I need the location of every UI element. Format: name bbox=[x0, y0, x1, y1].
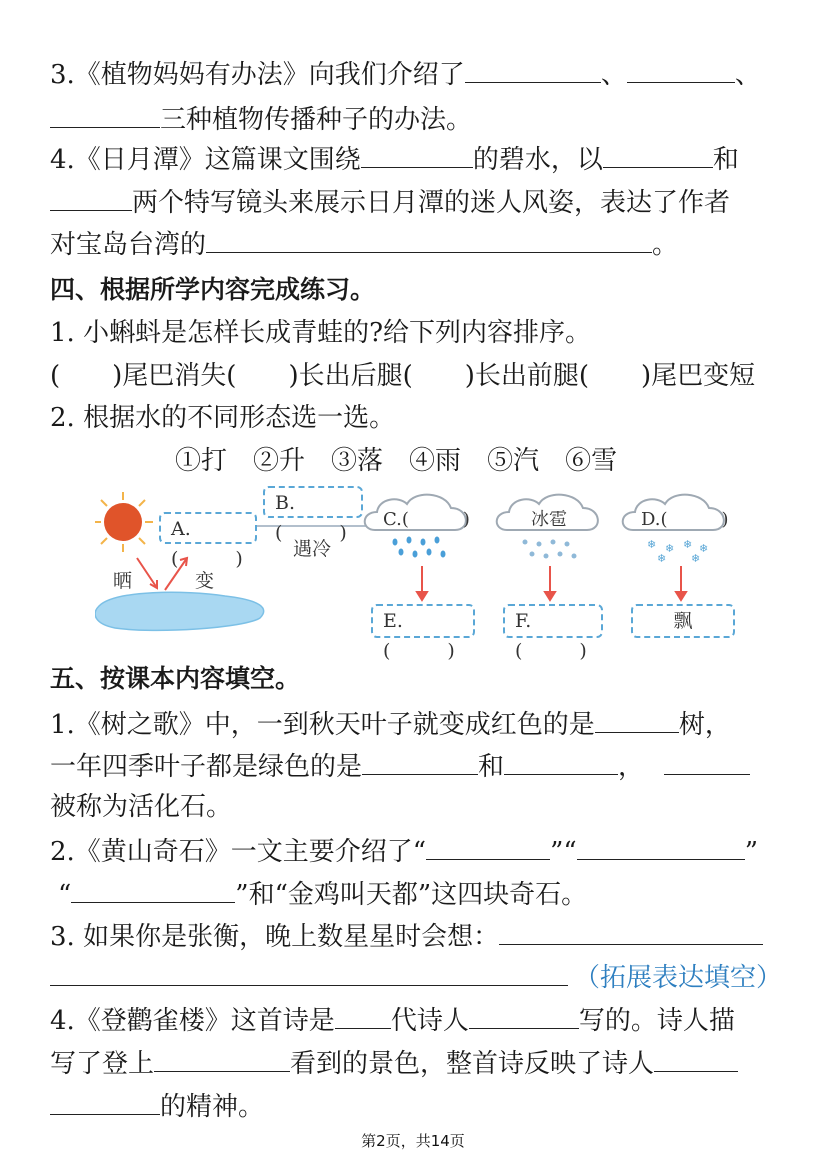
blank[interactable] bbox=[335, 1002, 391, 1029]
s4-q2-text: 2. 根据水的不同形态选一选。 bbox=[50, 403, 396, 433]
svg-text:❄: ❄ bbox=[691, 552, 701, 565]
svg-text:❄: ❄ bbox=[665, 542, 675, 555]
section5-title: 五、按课本内容填空。 bbox=[50, 664, 301, 693]
blank[interactable] bbox=[603, 141, 713, 168]
sun-label-left: 晒 bbox=[113, 570, 133, 592]
s5-q3-line2 bbox=[50, 959, 783, 995]
svg-text:❄: ❄ bbox=[657, 552, 667, 565]
expand-note: （拓展表达填空） bbox=[574, 963, 783, 993]
blank[interactable] bbox=[654, 1045, 738, 1072]
sun-icon bbox=[95, 492, 153, 552]
water-cycle-diagram bbox=[95, 478, 745, 662]
blank[interactable] bbox=[504, 748, 618, 775]
blank[interactable] bbox=[577, 833, 745, 860]
blank[interactable] bbox=[499, 918, 763, 945]
section4-title: 四、根据所学内容完成练习。 bbox=[50, 275, 376, 304]
blank[interactable] bbox=[71, 876, 235, 903]
box-e[interactable]: E.( ) bbox=[371, 604, 475, 638]
svg-text:❄: ❄ bbox=[647, 538, 657, 551]
q3-4-line3: 对宝岛台湾的 。 bbox=[50, 226, 774, 262]
blank[interactable] bbox=[361, 141, 473, 168]
blank[interactable] bbox=[627, 56, 735, 83]
svg-text:❄: ❄ bbox=[699, 542, 709, 555]
box-f[interactable]: F.( ) bbox=[503, 604, 603, 638]
q3-4-line2: 两个特写镜头来展示日月潭的迷人风姿，表达了作者 bbox=[50, 184, 774, 220]
s5-q2-line1: 2.《黄山奇石》一文主要介绍了“ ”“ ” bbox=[50, 833, 774, 869]
blank[interactable] bbox=[50, 184, 132, 211]
box-piao: 飘 bbox=[631, 604, 735, 638]
cloud-c-label[interactable]: C.( ) bbox=[383, 509, 470, 530]
s5-q1-line1: 1.《树之歌》中，一到秋天叶子就变成红色的是 树， bbox=[50, 706, 774, 742]
blank[interactable] bbox=[50, 959, 568, 986]
tadpole-items bbox=[50, 359, 774, 393]
blank[interactable] bbox=[664, 748, 750, 775]
blank[interactable] bbox=[362, 748, 478, 775]
s5-q4-line3: 的精神。 bbox=[50, 1088, 774, 1124]
water-options bbox=[175, 444, 643, 478]
svg-text:❄: ❄ bbox=[683, 538, 693, 551]
blank[interactable] bbox=[206, 226, 652, 253]
option: ②升 bbox=[253, 446, 306, 476]
s5-q1-line2: 一年四季叶子都是绿色的是 和 ， bbox=[50, 748, 774, 784]
fall-arrows bbox=[417, 566, 686, 600]
blank[interactable] bbox=[426, 833, 550, 860]
hail-icon bbox=[523, 540, 577, 559]
snow-icon bbox=[647, 538, 708, 565]
box-a[interactable]: A.( ) bbox=[159, 512, 257, 544]
q3-3-line1: 3.《植物妈妈有办法》向我们介绍了 、 、 bbox=[50, 56, 774, 92]
option: ①打 bbox=[175, 446, 228, 476]
blank[interactable] bbox=[50, 101, 160, 128]
cloud-d-label[interactable]: D.( ) bbox=[641, 509, 729, 530]
option: ⑤汽 bbox=[487, 446, 540, 476]
q3-4-line1: 4.《日月潭》这篇课文围绕 的碧水，以 和 bbox=[50, 141, 774, 177]
q3-3-line2: 三种植物传播种子的办法。 bbox=[50, 101, 774, 137]
option: ③落 bbox=[331, 446, 384, 476]
rain-icon bbox=[393, 537, 446, 558]
cloud-hail-label: 冰雹 bbox=[531, 509, 567, 530]
blank[interactable] bbox=[595, 706, 679, 733]
blank[interactable] bbox=[50, 1088, 160, 1115]
blank[interactable] bbox=[154, 1045, 290, 1072]
option: ⑥雪 bbox=[565, 446, 618, 476]
s5-q4-line1: 4.《登鹳雀楼》这首诗是 代诗人 写的。诗人描 bbox=[50, 1002, 774, 1038]
tadpole-item[interactable]: ( )长出后腿 bbox=[226, 361, 403, 391]
s5-q1-line3: 被称为活化石。 bbox=[50, 792, 233, 822]
sun-label-right: 变 bbox=[195, 570, 215, 592]
s5-q2-line2: “ ”和“金鸡叫天都”这四块奇石。 bbox=[58, 876, 774, 912]
tadpole-item[interactable]: ( )尾巴消失 bbox=[50, 361, 227, 391]
s4-q1-text: 1. 小蝌蚪是怎样长成青蛙的?给下列内容排序。 bbox=[50, 318, 592, 348]
tadpole-item[interactable]: ( )尾巴变短 bbox=[578, 361, 756, 391]
s5-q3-line1: 3. 如果你是张衡，晚上数星星时会想： bbox=[50, 918, 774, 954]
page-footer: 第2页，共14页 bbox=[361, 1132, 465, 1150]
lake-shape bbox=[95, 592, 264, 630]
cold-label: 遇冷 bbox=[293, 538, 332, 560]
blank[interactable] bbox=[465, 56, 601, 83]
box-b[interactable]: B.( ) bbox=[263, 486, 363, 518]
option: ④雨 bbox=[409, 446, 462, 476]
s5-q4-line2: 写了登上 看到的景色，整首诗反映了诗人 bbox=[50, 1045, 774, 1081]
tadpole-item[interactable]: ( )长出前腿 bbox=[402, 361, 579, 391]
blank[interactable] bbox=[469, 1002, 579, 1029]
